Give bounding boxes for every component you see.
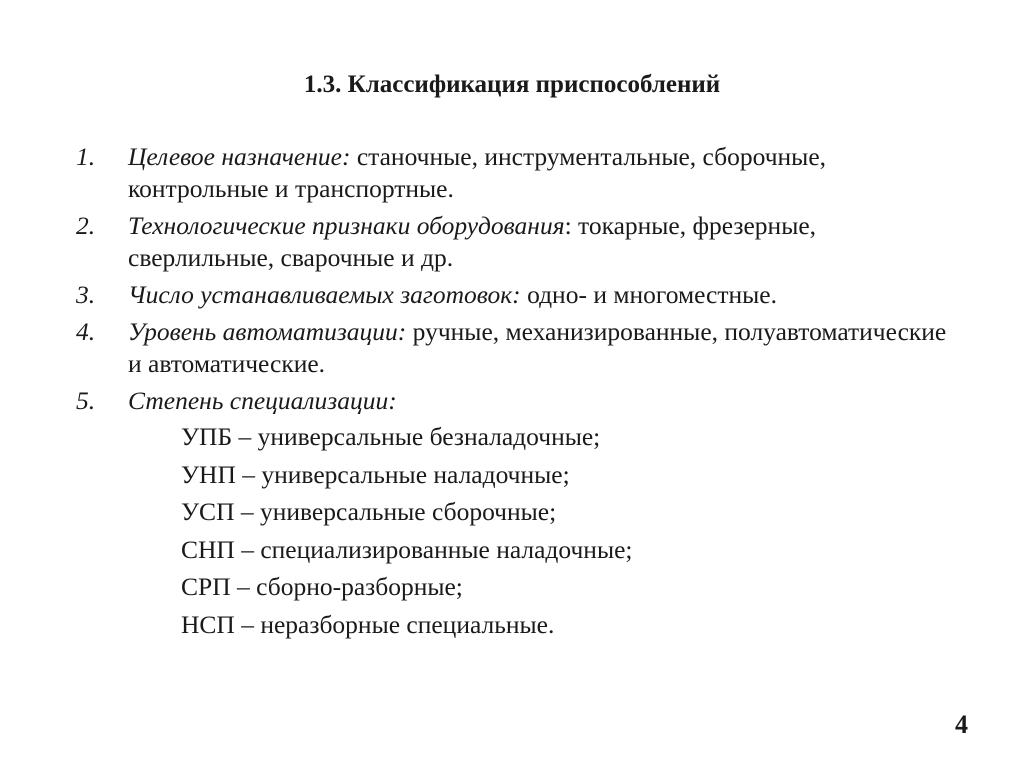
list-item xyxy=(76,385,956,417)
item-text: одно- и многоместные. xyxy=(520,280,777,309)
list-item xyxy=(76,210,956,274)
item-lead: Уровень автоматизации: xyxy=(128,317,407,346)
item-body xyxy=(128,279,956,311)
page-title: 1.3. Классификация приспособлений xyxy=(303,71,721,98)
specialization-item: СРП – сборно-разборные; xyxy=(181,572,463,601)
specialization-list xyxy=(181,418,633,643)
item-body xyxy=(128,316,956,380)
list-item xyxy=(76,316,956,380)
item-lead: Технологические признаки оборудования xyxy=(128,211,565,240)
item-number: 5. xyxy=(76,386,96,415)
specialization-item: УСП – универсальные сборочные; xyxy=(181,497,557,526)
list-item xyxy=(76,279,956,311)
item-body xyxy=(128,385,956,417)
item-body xyxy=(128,210,956,274)
item-text: станочные, инструментальные, сборочные, контрольные и транспортные. xyxy=(128,142,827,203)
specialization-item: УНП – универсальные наладочные; xyxy=(181,459,570,489)
item-lead: Степень специализации: xyxy=(128,386,397,415)
list-item xyxy=(76,141,956,205)
item-body xyxy=(128,141,956,205)
item-number: 2. xyxy=(76,211,96,240)
item-lead: Число устанавливаемых заготовок: xyxy=(128,280,521,309)
item-number: 4. xyxy=(76,317,96,346)
specialization-item: НСП – неразборные специальные. xyxy=(181,609,555,639)
item-lead: Целевое назначение: xyxy=(128,142,351,171)
item-text: ручные, механизированные, полуавтоматические и автоматические. xyxy=(128,317,947,378)
classification-list xyxy=(76,141,956,422)
specialization-item: СНП – специализированные наладочные; xyxy=(181,534,633,564)
item-text: : токарные, фрезерные, сверлильные, сварочные и др. xyxy=(128,211,817,272)
item-number: 3. xyxy=(76,280,96,309)
page-number: 4 xyxy=(955,710,968,739)
item-number: 1. xyxy=(76,142,96,171)
specialization-item: УПБ – универсальные безналадочные; xyxy=(181,422,601,451)
